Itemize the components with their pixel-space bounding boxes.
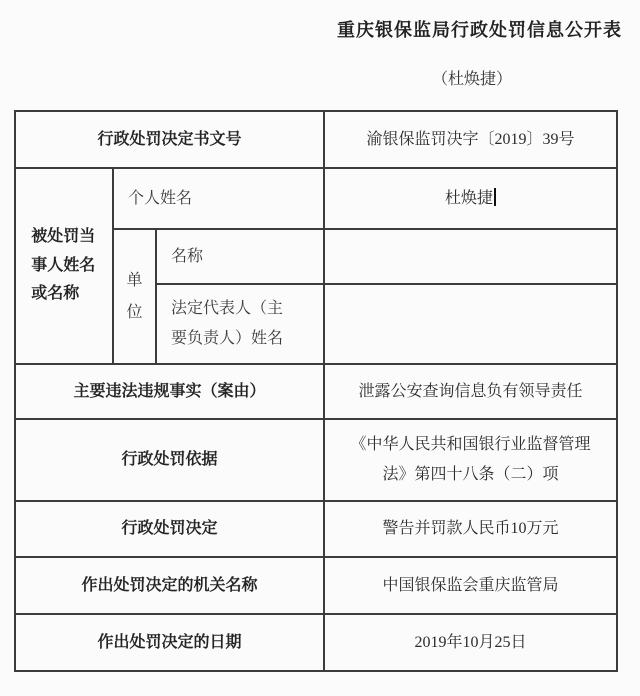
facts-label-cell: 主要违法违规事实（案由） (15, 364, 324, 419)
party-group-label-cell (15, 168, 113, 364)
date-value-cell: 2019年10月25日 (324, 614, 617, 671)
unit-name-label-cell: 名称 (156, 229, 324, 284)
unit-name-value-cell (324, 229, 617, 284)
page-title: 重庆银保监局行政处罚信息公开表 (337, 20, 622, 40)
facts-value-cell: 泄露公安查询信息负有领导责任 (324, 364, 617, 419)
unit-label-cell (113, 229, 156, 364)
table-row (15, 168, 617, 229)
table-row (15, 614, 617, 671)
personal-name-value-cell[interactable] (324, 168, 617, 229)
table-row (15, 557, 617, 614)
document-header (0, 0, 640, 89)
authority-value-cell: 中国银保监会重庆监管局 (324, 557, 617, 614)
personal-name-value: 杜焕捷 (444, 189, 493, 207)
table-row (15, 501, 617, 557)
personal-name-label-cell: 个人姓名 (113, 168, 324, 229)
basis-value-cell: 《中华人民共和国银行业监督管理法》第四十八条（二）项 (324, 419, 617, 501)
doc-number-label-cell: 行政处罚决定书文号 (15, 111, 324, 168)
doc-number-value-cell: 渝银保监罚决字〔2019〕39号 (324, 111, 617, 168)
page-subtitle: （杜焕捷） (431, 71, 512, 88)
table-row (15, 364, 617, 419)
table-row (15, 419, 617, 501)
legal-rep-value-cell (324, 284, 617, 364)
authority-label-cell: 作出处罚决定的机关名称 (15, 557, 324, 614)
basis-label-cell: 行政处罚依据 (15, 419, 324, 501)
party-group-label: 被处罚当事人姓名或名称 (31, 227, 96, 303)
decision-value-cell: 警告并罚款人民币10万元 (324, 501, 617, 557)
date-label-cell: 作出处罚决定的日期 (15, 614, 324, 671)
legal-rep-label-cell: 法定代表人（主要负责人）姓名 (156, 284, 324, 364)
unit-label: 单位 (126, 271, 143, 321)
table-row (15, 111, 617, 168)
decision-label-cell: 行政处罚决定 (15, 501, 324, 557)
penalty-info-table (14, 110, 618, 672)
text-caret (494, 188, 496, 206)
